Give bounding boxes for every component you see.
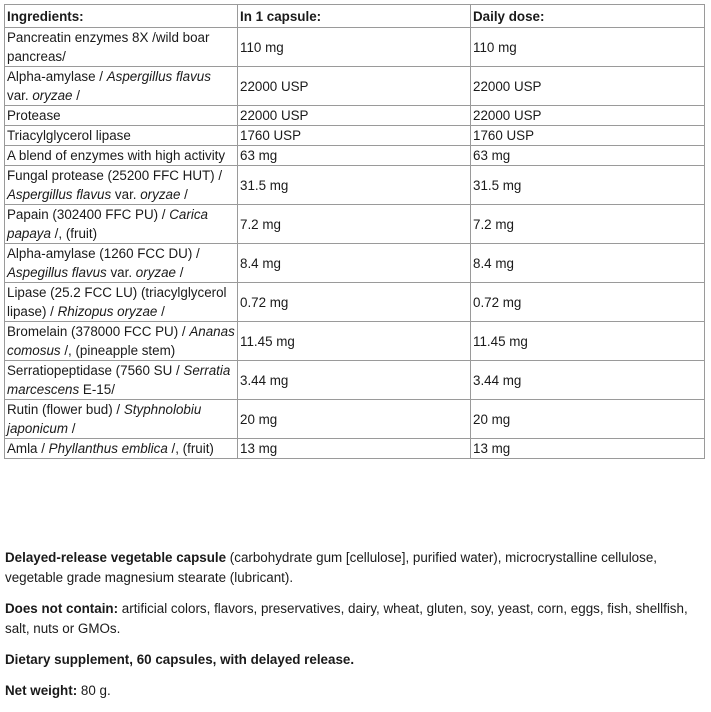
ingredient-name-cell (5, 166, 238, 205)
ingredient-text-segment: /, (fruit) (50, 226, 98, 241)
amount-per-capsule-cell: 13 mg (238, 439, 471, 459)
does-not-contain-text: artificial colors, flavors, preservatives, dairy, wheat, gluten, soy, yeast, corn, eggs, fish, shellfish, salt, nuts or GMOs. (5, 601, 688, 636)
latin-name-segment: Rhizopus oryzae (57, 304, 158, 319)
table-row (5, 126, 705, 146)
supplement-label: Dietary supplement, 60 capsules, with delayed release. (5, 652, 355, 667)
ingredient-text-segment: /, (fruit) (167, 441, 214, 456)
latin-name-segment: Aspergillus flavus (106, 69, 211, 84)
daily-dose-cell: 13 mg (471, 439, 705, 459)
ingredient-text-segment: / (180, 187, 188, 202)
ingredient-text-segment: var. (106, 265, 136, 280)
ingredient-text-segment: / (157, 304, 165, 319)
daily-dose-cell: 63 mg (471, 146, 705, 166)
table-header-row (5, 5, 705, 28)
ingredient-text-segment: Fungal protease (25200 FFC HUT) / (7, 168, 223, 183)
table-row (5, 361, 705, 400)
ingredient-name-cell (5, 205, 238, 244)
ingredient-text-segment: /, (pineapple stem) (60, 343, 176, 358)
ingredient-name-cell (5, 28, 238, 67)
amount-per-capsule-cell: 63 mg (238, 146, 471, 166)
header-ingredients: Ingredients: (5, 5, 238, 28)
latin-name-segment: Serratia marcescens (7, 363, 231, 397)
daily-dose-cell: 1760 USP (471, 126, 705, 146)
ingredients-table-body (5, 28, 705, 459)
table-row (5, 146, 705, 166)
product-notes (5, 548, 705, 712)
capsule-note (5, 548, 705, 588)
ingredient-text-segment: Alpha-amylase (1260 FCC DU) / (7, 246, 200, 261)
header-in-1-capsule: In 1 capsule: (238, 5, 471, 28)
ingredient-text-segment: Triacylglycerol lipase (7, 128, 131, 143)
ingredient-text-segment: Papain (302400 FFC PU) / (7, 207, 170, 222)
daily-dose-cell: 20 mg (471, 400, 705, 439)
amount-per-capsule-cell: 3.44 mg (238, 361, 471, 400)
amount-per-capsule-cell: 31.5 mg (238, 166, 471, 205)
daily-dose-cell: 110 mg (471, 28, 705, 67)
table-row (5, 400, 705, 439)
ingredient-text-segment: Pancreatin enzymes 8X /wild boar pancreas/ (7, 30, 210, 64)
ingredient-text-segment: var. (111, 187, 141, 202)
amount-per-capsule-cell: 22000 USP (238, 67, 471, 106)
amount-per-capsule-cell: 110 mg (238, 28, 471, 67)
ingredient-text-segment: Protease (7, 108, 61, 123)
ingredients-table (4, 4, 705, 459)
ingredient-text-segment: A blend of enzymes with high activity (7, 148, 226, 163)
amount-per-capsule-cell: 0.72 mg (238, 283, 471, 322)
table-row (5, 106, 705, 126)
amount-per-capsule-cell: 11.45 mg (238, 322, 471, 361)
table-row (5, 244, 705, 283)
ingredient-name-cell (5, 400, 238, 439)
latin-name-segment: oryzae (140, 187, 181, 202)
daily-dose-cell: 7.2 mg (471, 205, 705, 244)
daily-dose-cell: 3.44 mg (471, 361, 705, 400)
net-weight-text: 80 g. (77, 683, 111, 698)
does-not-contain-note (5, 599, 705, 639)
latin-name-segment: Phyllanthus emblica (48, 441, 168, 456)
latin-name-segment: oryzae (135, 265, 176, 280)
ingredient-name-cell (5, 146, 238, 166)
daily-dose-cell: 22000 USP (471, 67, 705, 106)
table-row (5, 28, 705, 67)
table-row (5, 322, 705, 361)
latin-name-segment: Ananas comosus (7, 324, 235, 358)
capsule-note-label: Delayed-release vegetable capsule (5, 550, 227, 565)
ingredient-name-cell (5, 283, 238, 322)
ingredient-text-segment: Alpha-amylase / (7, 69, 107, 84)
ingredient-text-segment: E-15/ (79, 382, 115, 397)
ingredient-name-cell (5, 322, 238, 361)
amount-per-capsule-cell: 7.2 mg (238, 205, 471, 244)
ingredient-name-cell (5, 439, 238, 459)
ingredient-text-segment: / (72, 88, 80, 103)
amount-per-capsule-cell: 20 mg (238, 400, 471, 439)
daily-dose-cell: 8.4 mg (471, 244, 705, 283)
daily-dose-cell: 0.72 mg (471, 283, 705, 322)
daily-dose-cell: 31.5 mg (471, 166, 705, 205)
ingredient-text-segment: Amla / (7, 441, 49, 456)
ingredient-text-segment: / (68, 421, 76, 436)
ingredient-name-cell (5, 244, 238, 283)
latin-name-segment: Aspergillus flavus (7, 187, 112, 202)
latin-name-segment: Styphnolobiu japonicum (7, 402, 202, 436)
ingredient-name-cell (5, 67, 238, 106)
table-row (5, 283, 705, 322)
ingredient-text-segment: Rutin (flower bud) / (7, 402, 124, 417)
ingredient-name-cell (5, 106, 238, 126)
latin-name-segment: Aspegillus flavus (7, 265, 107, 280)
ingredient-name-cell (5, 126, 238, 146)
ingredient-name-cell (5, 361, 238, 400)
table-row (5, 205, 705, 244)
capsule-note-text: (carbohydrate gum [cellulose], purified water), microcrystalline cellulose, vegetable grade magnesium stearate (lubricant). (5, 550, 657, 585)
ingredient-text-segment: Serratiopeptidase (7560 SU / (7, 363, 184, 378)
ingredient-text-segment: var. (7, 88, 33, 103)
header-daily-dose: Daily dose: (471, 5, 705, 28)
daily-dose-cell: 11.45 mg (471, 322, 705, 361)
amount-per-capsule-cell: 22000 USP (238, 106, 471, 126)
does-not-contain-label: Does not contain: (5, 601, 119, 616)
amount-per-capsule-cell: 8.4 mg (238, 244, 471, 283)
table-row (5, 67, 705, 106)
amount-per-capsule-cell: 1760 USP (238, 126, 471, 146)
latin-name-segment: oryzae (32, 88, 73, 103)
table-row (5, 439, 705, 459)
latin-name-segment: Carica papaya (7, 207, 208, 241)
net-weight-note (5, 681, 705, 701)
table-row (5, 166, 705, 205)
ingredient-text-segment: Bromelain (378000 FCC PU) / (7, 324, 190, 339)
ingredient-text-segment: Lipase (25.2 FCC LU) (triacylglycerol lipase) / (7, 285, 227, 319)
ingredient-text-segment: / (175, 265, 184, 280)
net-weight-label: Net weight: (5, 683, 78, 698)
daily-dose-cell: 22000 USP (471, 106, 705, 126)
supplement-note (5, 650, 705, 670)
